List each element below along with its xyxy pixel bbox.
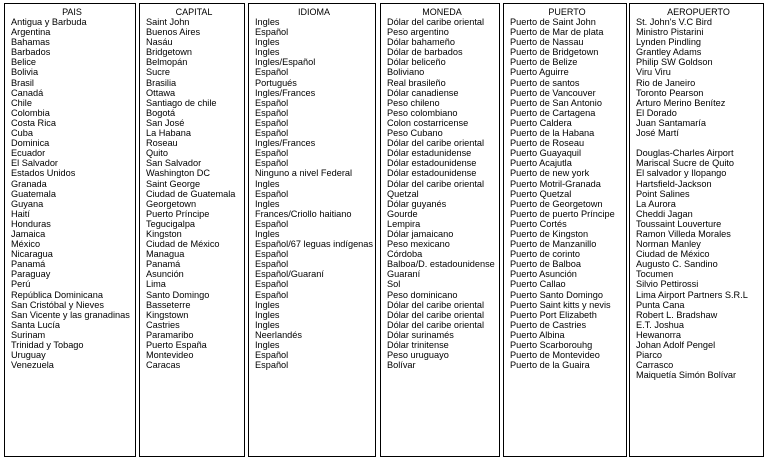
list-item: Puerto Aguirre bbox=[510, 67, 569, 78]
list-item: Puerto de puerto Príncipe bbox=[510, 208, 615, 219]
list-item: Puerto de Bridgetown bbox=[510, 47, 599, 58]
list-item: El salvador y Ilopango bbox=[636, 168, 727, 179]
list-item: Puerto Port Elizabeth bbox=[510, 309, 597, 320]
list-item: Ingles bbox=[255, 178, 280, 189]
list-item: San Salvador bbox=[146, 158, 202, 169]
list-item: Washington DC bbox=[146, 168, 210, 179]
list-item: Toussaint Louverture bbox=[636, 218, 722, 229]
list-item: Español bbox=[255, 218, 289, 229]
list-item: St. John's V.C Bird bbox=[636, 17, 712, 27]
list-item: San José bbox=[146, 117, 185, 128]
list-item: Paramaribo bbox=[146, 329, 194, 340]
list-item: Philip SW Goldson bbox=[636, 57, 713, 68]
list-item: Canadá bbox=[11, 87, 44, 98]
list-item: Ingles/Frances bbox=[255, 138, 316, 149]
list-item: Dólar estadunidense bbox=[387, 148, 472, 159]
list-item: Córdoba bbox=[387, 249, 423, 260]
column-idioma bbox=[248, 3, 376, 457]
list-item: Maiquetía Simón Bolívar bbox=[636, 370, 737, 381]
list-item: Barbados bbox=[11, 47, 51, 58]
list-item: Puerto de Vancouver bbox=[510, 87, 596, 98]
list-item: Ottawa bbox=[146, 87, 176, 98]
list-item: Español bbox=[255, 117, 289, 128]
list-pais bbox=[11, 17, 133, 370]
list-item: Ingles bbox=[255, 319, 280, 330]
list-item: Ingles bbox=[255, 309, 280, 320]
list-item: Real brasileño bbox=[387, 77, 446, 88]
list-item: Surinam bbox=[11, 329, 46, 340]
list-item: Puerto Cortés bbox=[510, 218, 567, 229]
list-item: Juan Santamaría bbox=[636, 117, 706, 128]
list-item: Guatemala bbox=[11, 188, 56, 199]
list-item: Puerto Acajutla bbox=[510, 158, 572, 169]
list-item: Haití bbox=[11, 208, 30, 219]
list-item: Managua bbox=[146, 249, 185, 260]
list-item: Puerto de Castries bbox=[510, 319, 587, 330]
list-item: Hartsfield-Jackson bbox=[636, 178, 712, 189]
list-item: Kingstown bbox=[146, 309, 189, 320]
list-item: Bolívar bbox=[387, 360, 416, 371]
list-item: Ciudad de México bbox=[146, 239, 220, 250]
list-item: Puerto de Balboa bbox=[510, 259, 582, 270]
list-item: E.T. Joshua bbox=[636, 319, 685, 330]
list-item: Punta Cana bbox=[636, 299, 685, 310]
list-item: Caracas bbox=[146, 360, 181, 371]
list-item: La Aurora bbox=[636, 198, 676, 209]
list-item: Dólar estadounidense bbox=[387, 168, 477, 179]
list-item: El Dorado bbox=[636, 107, 677, 118]
list-item: Puerto de Manzanillo bbox=[510, 239, 597, 250]
column-moneda bbox=[380, 3, 500, 457]
list-item: Peso uruguayo bbox=[387, 350, 449, 361]
list-item: Ciudad de Guatemala bbox=[146, 188, 236, 199]
list-item: Dólar bahameño bbox=[387, 37, 455, 48]
list-item: Piarco bbox=[636, 350, 663, 361]
list-item: Guaraní bbox=[387, 269, 421, 280]
list-item: Castries bbox=[146, 319, 180, 330]
list-item: Puerto Saint kitts y nevis bbox=[510, 299, 611, 310]
list-item: Douglas-Charles Airport bbox=[636, 148, 734, 159]
list-item: Ramon Villeda Morales bbox=[636, 228, 731, 239]
list-item: Dólar del caribe oriental bbox=[387, 309, 485, 320]
list-item: México bbox=[11, 239, 41, 250]
list-item: Silvio Pettirossi bbox=[636, 279, 699, 290]
list-item: Dólar del caribe oriental bbox=[387, 178, 485, 189]
list-item: Puerto de la Guaira bbox=[510, 360, 590, 371]
list-item: Español bbox=[255, 249, 289, 260]
list-item: Boliviano bbox=[387, 67, 425, 78]
list-item: Colon costarricense bbox=[387, 117, 469, 128]
list-item: Asunción bbox=[146, 269, 184, 280]
list-item: Norman Manley bbox=[636, 239, 701, 250]
list-item: Estados Unidos bbox=[11, 168, 76, 179]
list-item: Mariscal Sucre de Quito bbox=[636, 158, 735, 169]
list-item: Tegucigalpa bbox=[146, 218, 196, 229]
list-item: Panamá bbox=[11, 259, 46, 270]
list-item: Chile bbox=[11, 97, 32, 108]
list-idioma bbox=[255, 17, 373, 370]
list-item: Ecuador bbox=[11, 148, 46, 159]
list-item: Lempira bbox=[387, 218, 421, 229]
list-item: Nicaragua bbox=[11, 249, 53, 260]
list-item: Ingles bbox=[255, 228, 280, 239]
list-item: Bolivia bbox=[11, 67, 39, 78]
list-item: Peso mexicano bbox=[387, 239, 450, 250]
list-item: Puerto Guayaquil bbox=[510, 148, 581, 159]
list-item: Augusto C. Sandino bbox=[636, 259, 718, 270]
list-item: Honduras bbox=[11, 218, 51, 229]
list-item: Puerto de Cartagena bbox=[510, 107, 596, 118]
column-capital bbox=[139, 3, 245, 457]
list-item: Kingston bbox=[146, 228, 182, 239]
list-item: Puerto de Saint John bbox=[510, 17, 596, 27]
list-item: Grantley Adams bbox=[636, 47, 702, 58]
list-item: Georgetown bbox=[146, 198, 197, 209]
column-header-pais: PAIS bbox=[62, 7, 82, 17]
list-item: Puerto Quetzal bbox=[510, 188, 572, 199]
list-item: Puerto de santos bbox=[510, 77, 580, 88]
list-item: Neerlandés bbox=[255, 329, 302, 340]
column-puerto bbox=[503, 3, 627, 457]
list-item: Lima Airport Partners S.R.L bbox=[636, 289, 748, 300]
list-item: Quito bbox=[146, 148, 168, 159]
list-item: Rio de Janeiro bbox=[636, 77, 696, 88]
list-item: Brasilia bbox=[146, 77, 177, 88]
list-item: Dólar jamaicano bbox=[387, 228, 454, 239]
list-item: Belice bbox=[11, 57, 37, 68]
list-item: Dólar surinamés bbox=[387, 329, 454, 340]
list-item: Dominica bbox=[11, 138, 50, 149]
list-item: Ingles bbox=[255, 37, 280, 48]
list-item: Roseau bbox=[146, 138, 178, 149]
list-item: República Dominicana bbox=[11, 289, 103, 300]
list-item: Santo Domingo bbox=[146, 289, 210, 300]
list-item: Toronto Pearson bbox=[636, 87, 704, 98]
list-item: Puerto Callao bbox=[510, 279, 566, 290]
list-item: Santiago de chile bbox=[146, 97, 217, 108]
list-moneda bbox=[387, 17, 497, 370]
list-capital bbox=[146, 17, 242, 370]
column-aeropuerto bbox=[629, 3, 764, 457]
list-item: Español/Guaraní bbox=[255, 269, 324, 280]
list-item: Español bbox=[255, 259, 289, 270]
list-item: Panamá bbox=[146, 259, 181, 270]
list-item: Puerto de Roseau bbox=[510, 138, 585, 149]
list-item: Peso chileno bbox=[387, 97, 440, 108]
list-item: Dólar canadiense bbox=[387, 87, 459, 98]
list-item: Paraguay bbox=[11, 269, 51, 280]
list-item: Dólar guyanés bbox=[387, 198, 447, 209]
list-item: Dólar del caribe oriental bbox=[387, 138, 485, 149]
list-item: Español bbox=[255, 128, 289, 139]
list-item: Saint John bbox=[146, 17, 190, 27]
list-item: Lynden Pindling bbox=[636, 37, 702, 48]
list-item: Español bbox=[255, 107, 289, 118]
list-item: Dólar del caribe oriental bbox=[387, 299, 485, 310]
list-item: Español/67 leguas indígenas bbox=[255, 239, 373, 250]
list-item: Montevideo bbox=[146, 350, 194, 361]
list-item: Puerto de Belize bbox=[510, 57, 578, 68]
list-item: Bahamas bbox=[11, 37, 50, 48]
column-header-puerto: PUERTO bbox=[548, 7, 586, 17]
list-item: Viru Viru bbox=[636, 67, 671, 78]
list-item: Bridgetown bbox=[146, 47, 192, 58]
list-item: Ingles bbox=[255, 299, 280, 310]
list-item: Ciudad de México bbox=[636, 249, 710, 260]
list-item: Puerto Albina bbox=[510, 329, 565, 340]
list-aeropuerto bbox=[636, 17, 761, 380]
list-item: Belmopán bbox=[146, 57, 188, 68]
list-item: Peso colombiano bbox=[387, 107, 458, 118]
list-item: Puerto de Kingston bbox=[510, 228, 589, 239]
list-item: Puerto Motril-Granada bbox=[510, 178, 601, 189]
list-item: Español bbox=[255, 67, 289, 78]
list-item: Basseterre bbox=[146, 299, 191, 310]
list-item: Ingles bbox=[255, 340, 280, 350]
list-item: Puerto España bbox=[146, 340, 207, 350]
list-item: Español bbox=[255, 360, 289, 371]
list-item: Hewanorra bbox=[636, 329, 681, 340]
list-item: Peso argentino bbox=[387, 27, 449, 38]
list-item: Español bbox=[255, 279, 289, 290]
list-item: Puerto de Nassau bbox=[510, 37, 584, 48]
list-item: Tocumen bbox=[636, 269, 674, 280]
list-item: Dólar beliceño bbox=[387, 57, 446, 68]
list-item: Puerto Scarborouhg bbox=[510, 340, 593, 350]
list-item: Antigua y Barbuda bbox=[11, 17, 87, 27]
list-item: Colombia bbox=[11, 107, 50, 118]
list-item: Español bbox=[255, 158, 289, 169]
list-item: Saint George bbox=[146, 178, 201, 189]
list-item: Sol bbox=[387, 279, 401, 290]
list-item: Ninguno a nivel Federal bbox=[255, 168, 353, 179]
list-item: Costa Rica bbox=[11, 117, 56, 128]
list-item: Español bbox=[255, 148, 289, 159]
list-item: Uruguay bbox=[11, 350, 46, 361]
list-item: Argentina bbox=[11, 27, 51, 38]
list-item: Cuba bbox=[11, 128, 33, 139]
list-item: Sucre bbox=[146, 67, 171, 78]
list-item: Ingles/Español bbox=[255, 57, 316, 68]
list-item: Puerto de corinto bbox=[510, 249, 580, 260]
list-item: Gourde bbox=[387, 208, 418, 219]
list-item: Puerto Príncipe bbox=[146, 208, 210, 219]
list-item: Puerto Caldera bbox=[510, 117, 572, 128]
list-item: El Salvador bbox=[11, 158, 58, 169]
list-item: Arturo Merino Benítez bbox=[636, 97, 726, 108]
list-item: Puerto de Montevideo bbox=[510, 350, 600, 361]
list-item: Peso Cubano bbox=[387, 128, 443, 139]
list-item: Venezuela bbox=[11, 360, 54, 371]
list-item: Ingles/Frances bbox=[255, 87, 316, 98]
list-item: Español bbox=[255, 97, 289, 108]
list-item: Ingles bbox=[255, 17, 280, 27]
list-item: Dólar del caribe oriental bbox=[387, 319, 485, 330]
list-item: Brasil bbox=[11, 77, 34, 88]
list-item: Puerto de San Antonio bbox=[510, 97, 602, 108]
list-item: Cheddi Jagan bbox=[636, 208, 693, 219]
column-header-idioma: IDIOMA bbox=[297, 7, 330, 17]
list-item: Ingles bbox=[255, 198, 280, 209]
list-item: Balboa/D. estadounidense bbox=[387, 259, 495, 270]
list-item: Perú bbox=[11, 279, 31, 290]
list-item: San Vicente y las granadinas bbox=[11, 309, 130, 320]
list-item: Peso dominicano bbox=[387, 289, 458, 300]
list-item: Puerto Asunción bbox=[510, 269, 577, 280]
list-item: Carrasco bbox=[636, 360, 674, 371]
list-item: Puerto de new york bbox=[510, 168, 590, 179]
list-item: Buenos Aires bbox=[146, 27, 201, 38]
list-item: Español bbox=[255, 350, 289, 361]
list-item: Robert L. Bradshaw bbox=[636, 309, 718, 320]
list-item: Jamaica bbox=[11, 228, 46, 239]
list-item: Puerto de la Habana bbox=[510, 128, 595, 139]
list-item: La Habana bbox=[146, 128, 191, 139]
column-header-aeropuerto: AEROPUERTO bbox=[667, 7, 730, 17]
list-item: Ingles bbox=[255, 47, 280, 58]
list-item: Puerto de Georgetown bbox=[510, 198, 603, 209]
list-item: Dólar estadounidense bbox=[387, 158, 477, 169]
list-item: Lima bbox=[146, 279, 166, 290]
list-item: Point Salines bbox=[636, 188, 690, 199]
list-item bbox=[636, 138, 761, 148]
list-item: Portugués bbox=[255, 77, 297, 88]
list-item: Dólar de barbados bbox=[387, 47, 463, 58]
list-item: Español bbox=[255, 289, 289, 300]
list-item: Nasáu bbox=[146, 37, 173, 48]
list-item: Santa Lucía bbox=[11, 319, 61, 330]
list-item: Bogotá bbox=[146, 107, 176, 118]
list-item: Guyana bbox=[11, 198, 44, 209]
list-item: Dólar del caribe oriental bbox=[387, 17, 485, 27]
list-item: Ministro Pistarini bbox=[636, 27, 704, 38]
list-item: Johan Adolf Pengel bbox=[636, 340, 716, 350]
list-item: San Cristóbal y Nieves bbox=[11, 299, 104, 310]
list-item: Dólar trinitense bbox=[387, 340, 449, 350]
list-puerto bbox=[510, 17, 624, 370]
list-item: Español bbox=[255, 27, 289, 38]
list-item: Puerto Santo Domingo bbox=[510, 289, 603, 300]
list-item: José Martí bbox=[636, 128, 679, 139]
list-item: Frances/Criollo haitiano bbox=[255, 208, 352, 219]
column-header-capital: CAPITAL bbox=[175, 7, 213, 17]
column-pais bbox=[4, 3, 136, 457]
list-item: Quetzal bbox=[387, 188, 419, 199]
list-item: Granada bbox=[11, 178, 47, 189]
list-item: Puerto de Mar de plata bbox=[510, 27, 604, 38]
list-item: Trinidad y Tobago bbox=[11, 340, 84, 350]
list-item: Español bbox=[255, 188, 289, 199]
column-header-moneda: MONEDA bbox=[422, 7, 462, 17]
